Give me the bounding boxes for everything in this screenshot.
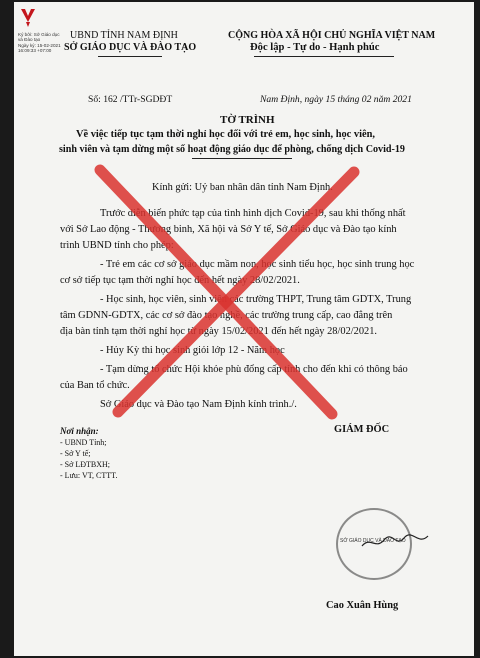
item-1-line: cơ sở tiếp tục tạm thời nghỉ học đến hết ngày 28/02/2021. bbox=[60, 275, 300, 286]
subject-line-1: Về việc tiếp tục tạm thời nghỉ học đối với trẻ em, học sinh, học viên, bbox=[76, 129, 375, 140]
intro-line: Trước diễn biến phức tạp của tình hình dịch Covid-19, sau khi thống nhất bbox=[100, 208, 406, 219]
signer-name: Cao Xuân Hùng bbox=[326, 600, 399, 611]
place-date: Nam Định, ngày 15 tháng 02 năm 2021 bbox=[260, 94, 412, 105]
digital-signature-meta bbox=[18, 32, 61, 54]
sig-meta-line: Ký bởi: Sở Giáo dục bbox=[18, 32, 60, 37]
item-2-line: địa bàn tỉnh tạm thời nghỉ học từ ngày 15/02/2021 đến hết ngày 28/02/2021. bbox=[60, 326, 378, 337]
subject-underline bbox=[192, 158, 292, 159]
item-2-line: - Học sinh, học viên, sinh viên các trường THPT, Trung tâm GDTX, Trung bbox=[100, 294, 412, 305]
sig-meta-line: và Đào tạo bbox=[18, 37, 41, 43]
stamp-text: SỞ GIÁO DỤC VÀ ĐÀO TẠO bbox=[340, 538, 406, 544]
item-4-line: của Ban tổ chức. bbox=[60, 380, 130, 391]
nation-motto: Độc lập - Tự do - Hạnh phúc bbox=[250, 42, 380, 53]
item-1-line: - Trẻ em các cơ sở giáo dục mầm non, học sinh tiểu học, học sinh trung học bbox=[100, 259, 415, 270]
closing-line: Sở Giáo dục và Đào tạo Nam Định kính trình./. bbox=[100, 399, 297, 410]
agency-name: SỞ GIÁO DỤC VÀ ĐÀO TẠO bbox=[64, 42, 197, 53]
item-4-line: - Tạm dừng tổ chức Hội khỏe phù đổng cấp tỉnh cho đến khi có thông báo bbox=[100, 364, 408, 375]
handwritten-signature-icon bbox=[360, 532, 430, 552]
recipients-label: Nơi nhận: bbox=[60, 426, 99, 436]
recipient-item: - UBND Tỉnh; bbox=[60, 438, 107, 447]
agency-parent: UBND TỈNH NAM ĐỊNH bbox=[70, 30, 178, 41]
digital-signature-logo-icon bbox=[20, 8, 36, 28]
signer-role: GIÁM ĐỐC bbox=[334, 424, 390, 435]
motto-underline bbox=[254, 56, 394, 57]
recipient-item: - Sở LĐTBXH; bbox=[60, 460, 111, 469]
sig-meta-line: Ngày ký: 15-02-2021 bbox=[18, 42, 61, 48]
agency-underline bbox=[98, 56, 162, 57]
nation-title: CỘNG HÒA XÃ HỘI CHỦ NGHĨA VIỆT NAM bbox=[228, 30, 436, 41]
document-page bbox=[14, 2, 474, 656]
sig-meta-line: 16:09:33 +07:00 bbox=[18, 48, 52, 54]
intro-line: trình UBND tỉnh cho phép: bbox=[60, 240, 174, 251]
doc-number: Số: 162 /TTr-SGDĐT bbox=[88, 94, 173, 105]
document-title: TỜ TRÌNH bbox=[220, 114, 275, 126]
salutation: Kính gửi: Uỷ ban nhân dân tỉnh Nam Định. bbox=[152, 182, 333, 193]
recipient-item: - Sở Y tế; bbox=[60, 449, 91, 458]
recipient-item: - Lưu: VT, CTTT. bbox=[60, 471, 118, 480]
item-2-line: tâm GDNN-GDTX, các cơ sở đào tạo nghề, các trường trung cấp, cao đẳng trên bbox=[60, 310, 393, 321]
subject-line-2: sinh viên và tạm dừng một số hoạt động giáo dục để phòng, chống dịch Covid-19 bbox=[59, 144, 405, 155]
item-3-line: - Hủy Kỳ thi học sinh giỏi lớp 12 - Năm học bbox=[100, 345, 285, 356]
intro-line: với Sở Lao động - Thương binh, Xã hội và Sở Y tế, Sở Giáo dục và Đào tạo kính bbox=[60, 224, 397, 235]
